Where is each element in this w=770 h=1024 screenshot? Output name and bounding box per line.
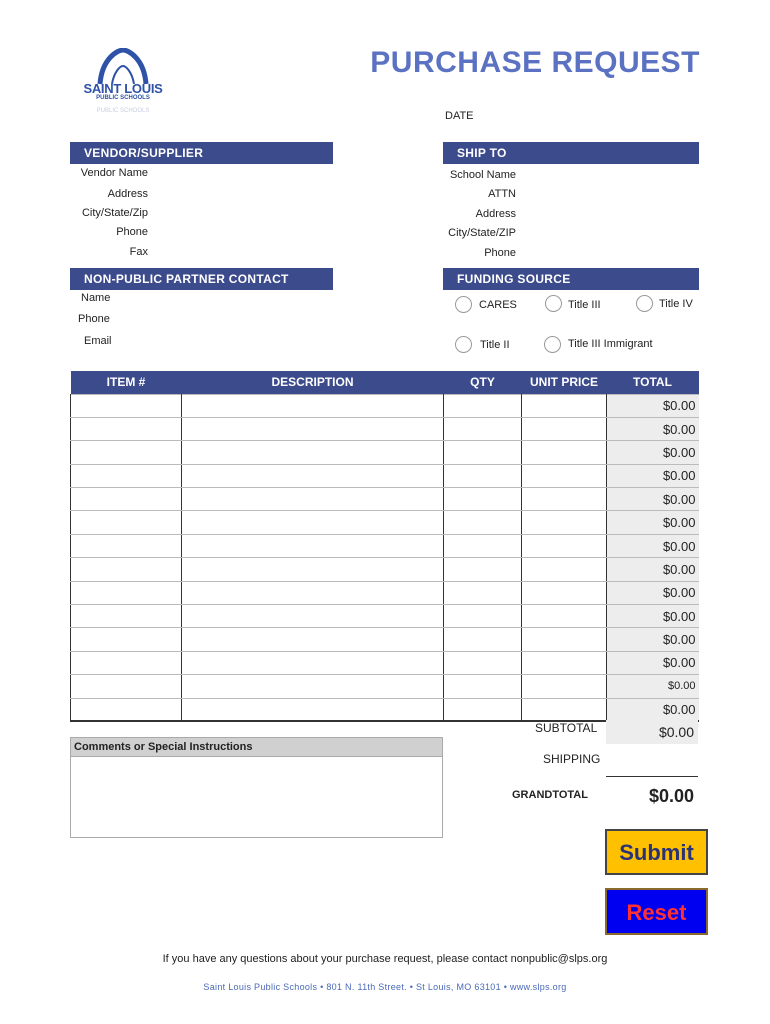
description-cell[interactable]: [182, 605, 444, 628]
reset-button[interactable]: Reset: [605, 888, 708, 935]
funding-header: FUNDING SOURCE: [443, 268, 699, 290]
partner-phone-label: Phone: [78, 313, 110, 325]
table-row: [71, 698, 699, 721]
table-row: [71, 394, 699, 417]
unit-price-cell[interactable]: [522, 464, 607, 487]
unit-price-cell[interactable]: [522, 675, 607, 698]
description-cell[interactable]: [182, 511, 444, 534]
vendor-address-label: Address: [107, 188, 148, 200]
radio-title-iii-immigrant[interactable]: [544, 336, 561, 353]
col-description: DESCRIPTION: [182, 371, 444, 394]
comments-textarea[interactable]: [70, 757, 443, 838]
vendor-city-label: City/State/Zip: [81, 207, 148, 219]
qty-cell[interactable]: [444, 581, 522, 604]
qty-cell[interactable]: [444, 464, 522, 487]
vendor-phone-label: Phone: [116, 226, 148, 238]
total-cell: $0.00: [607, 394, 699, 417]
unit-price-cell[interactable]: [522, 534, 607, 557]
table-row: [71, 558, 699, 581]
item-cell[interactable]: [71, 534, 182, 557]
partner-name-label: Name: [81, 292, 111, 304]
item-cell[interactable]: [71, 394, 182, 417]
ship-phone-label: Phone: [484, 247, 516, 259]
qty-cell[interactable]: [444, 628, 522, 651]
unit-price-cell[interactable]: [522, 605, 607, 628]
description-cell[interactable]: [182, 581, 444, 604]
vendor-header: VENDOR/SUPPLIER: [70, 142, 333, 164]
description-cell[interactable]: [182, 651, 444, 674]
subtotal-label: SUBTOTAL: [535, 721, 598, 735]
col-qty: QTY: [444, 371, 522, 394]
table-row: [71, 464, 699, 487]
unit-price-cell[interactable]: [522, 441, 607, 464]
total-cell: $0.00: [607, 628, 699, 651]
table-row: [71, 488, 699, 511]
comments-label: Comments or Special Instructions: [70, 737, 443, 757]
table-row: [71, 417, 699, 440]
total-cell: $0.00: [607, 605, 699, 628]
school-logo: [78, 48, 178, 124]
total-cell: $0.00: [607, 417, 699, 440]
total-cell: $0.00: [607, 558, 699, 581]
contact-note: If you have any questions about your purchase request, please contact nonpublic@slps.org: [162, 953, 608, 965]
total-cell: $0.00: [607, 651, 699, 674]
table-row: [71, 675, 699, 698]
description-cell[interactable]: [182, 558, 444, 581]
total-cell: $0.00: [607, 464, 699, 487]
logo-text: SAINT LOUIS: [83, 81, 163, 96]
table-row: [71, 628, 699, 651]
radio-title-iii-immigrant-label: Title III Immigrant: [568, 338, 653, 350]
item-cell[interactable]: [71, 417, 182, 440]
footer-address: Saint Louis Public Schools • 801 N. 11th Street. • St Louis, MO 63101 • www.slps.org: [203, 982, 567, 992]
col-item: ITEM #: [71, 371, 182, 394]
table-row: [71, 651, 699, 674]
unit-price-cell[interactable]: [522, 417, 607, 440]
item-cell[interactable]: [71, 628, 182, 651]
radio-title-iv-label: Title IV: [659, 298, 693, 310]
unit-price-cell[interactable]: [522, 581, 607, 604]
qty-cell[interactable]: [444, 534, 522, 557]
col-unit-price: UNIT PRICE: [522, 371, 607, 394]
total-cell: $0.00: [607, 441, 699, 464]
ship-school-label: School Name: [449, 169, 516, 181]
total-cell: $0.00: [607, 675, 699, 698]
table-row: [71, 581, 699, 604]
item-cell[interactable]: [71, 698, 182, 721]
qty-cell[interactable]: [444, 698, 522, 721]
ship-address-label: Address: [475, 208, 516, 220]
vendor-name-label: Vendor Name: [80, 167, 148, 179]
item-cell[interactable]: [71, 558, 182, 581]
item-cell[interactable]: [71, 488, 182, 511]
item-cell[interactable]: [71, 651, 182, 674]
unit-price-cell[interactable]: [522, 558, 607, 581]
qty-cell[interactable]: [444, 488, 522, 511]
qty-cell[interactable]: [444, 511, 522, 534]
radio-title-ii-label: Title II: [480, 339, 510, 351]
items-table: [70, 371, 699, 722]
total-cell: $0.00: [607, 511, 699, 534]
item-cell[interactable]: [71, 605, 182, 628]
partner-header: NON-PUBLIC PARTNER CONTACT: [70, 268, 333, 290]
item-cell[interactable]: [71, 581, 182, 604]
shipping-label: SHIPPING: [543, 752, 601, 766]
description-cell[interactable]: [182, 488, 444, 511]
table-row: [71, 534, 699, 557]
table-row: [71, 511, 699, 534]
description-cell[interactable]: [182, 464, 444, 487]
radio-title-ii[interactable]: [455, 336, 472, 353]
grandtotal-value: $0.00: [648, 786, 694, 806]
grandtotal-label: GRANDTOTAL: [512, 789, 588, 801]
description-cell[interactable]: [182, 698, 444, 721]
unit-price-cell[interactable]: [522, 698, 607, 721]
description-cell[interactable]: [182, 394, 444, 417]
ship-to-header: SHIP TO: [443, 142, 699, 164]
description-cell[interactable]: [182, 417, 444, 440]
vendor-fax-label: Fax: [129, 246, 148, 258]
table-header-row: [71, 371, 699, 394]
total-cell: $0.00: [607, 581, 699, 604]
ship-city-label: City/State/ZIP: [448, 227, 516, 239]
unit-price-cell[interactable]: [522, 394, 607, 417]
table-row: [71, 441, 699, 464]
unit-price-cell[interactable]: [522, 628, 607, 651]
item-cell[interactable]: [71, 675, 182, 698]
qty-cell[interactable]: [444, 417, 522, 440]
qty-cell[interactable]: [444, 394, 522, 417]
partner-email-label: Email: [84, 335, 112, 347]
radio-title-iii-label: Title III: [568, 299, 601, 311]
qty-cell[interactable]: [444, 675, 522, 698]
page-title: PURCHASE REQUEST: [370, 46, 700, 79]
unit-price-cell[interactable]: [522, 511, 607, 534]
total-cell: $0.00: [607, 698, 699, 721]
item-cell[interactable]: [71, 464, 182, 487]
total-cell: $0.00: [607, 488, 699, 511]
radio-cares-label: CARES: [479, 299, 517, 311]
description-cell[interactable]: [182, 441, 444, 464]
subtotal-value: $0.00: [658, 724, 694, 740]
ship-attn-label: ATTN: [488, 188, 516, 200]
submit-button[interactable]: Submit: [605, 829, 708, 875]
date-label: DATE: [445, 110, 474, 122]
qty-cell[interactable]: [444, 605, 522, 628]
description-cell[interactable]: [182, 628, 444, 651]
shipping-line: [606, 776, 698, 777]
qty-cell[interactable]: [444, 558, 522, 581]
item-cell[interactable]: [71, 441, 182, 464]
radio-title-iii[interactable]: [545, 295, 562, 312]
description-cell[interactable]: [182, 534, 444, 557]
item-cell[interactable]: [71, 511, 182, 534]
logo-subtext: PUBLIC SCHOOLS: [96, 95, 150, 101]
description-cell[interactable]: [182, 675, 444, 698]
col-total: TOTAL: [607, 371, 699, 394]
radio-cares[interactable]: [455, 296, 472, 313]
logo-watermark-text: PUBLIC SCHOOLS: [96, 108, 150, 114]
qty-cell[interactable]: [444, 441, 522, 464]
total-cell: $0.00: [607, 534, 699, 557]
unit-price-cell[interactable]: [522, 488, 607, 511]
table-row: [71, 605, 699, 628]
radio-title-iv[interactable]: [636, 295, 653, 312]
unit-price-cell[interactable]: [522, 651, 607, 674]
qty-cell[interactable]: [444, 651, 522, 674]
